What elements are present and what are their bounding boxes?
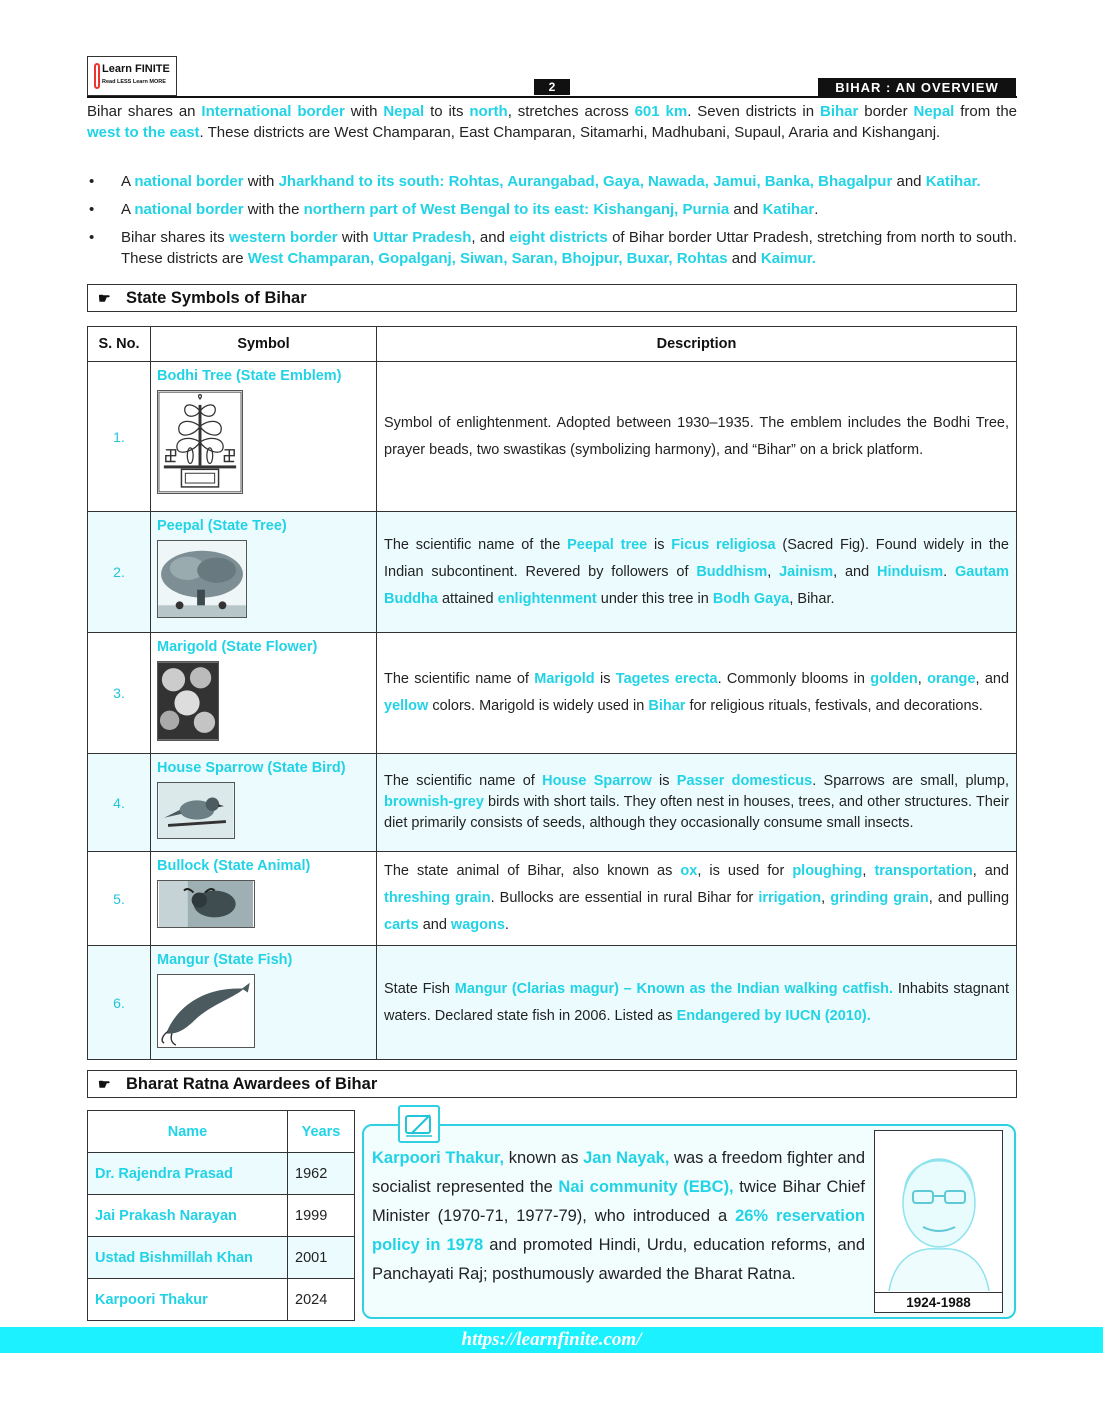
table-row xyxy=(88,1195,355,1237)
header-rule xyxy=(87,96,1017,98)
portrait-sketch-image xyxy=(875,1131,1002,1291)
table-header-row xyxy=(88,327,1017,362)
page-number: 2 xyxy=(534,79,570,95)
table-row xyxy=(88,1279,355,1321)
note-pen-icon xyxy=(398,1105,440,1143)
state-symbols-table xyxy=(87,326,1017,1060)
awardee-name: Ustad Bishmillah Khan xyxy=(88,1237,288,1279)
brand-logo xyxy=(87,56,177,96)
state-symbols-heading: ☛ State Symbols of Bihar xyxy=(87,284,1017,312)
table-row xyxy=(88,362,1017,512)
awardee-name: Dr. Rajendra Prasad xyxy=(88,1153,288,1195)
awardee-name: Jai Prakash Narayan xyxy=(88,1195,288,1237)
symbol-name: Bullock (State Animal) xyxy=(157,858,311,874)
awardee-year: 1999 xyxy=(288,1195,355,1237)
logo-title: Learn FINITE xyxy=(102,63,170,75)
bullet-uttar-pradesh: • Bihar shares its western border with Uttar Pradesh, and eight districts of Bihar border Uttar Pradesh, stretching from north to south. These districts are West Champaran, Gopalganj, Siwan, Saran, Bhojpur, Buxar, Rohtas and Kaimur. xyxy=(87,227,1017,269)
symbol-name: Marigold (State Flower) xyxy=(157,639,318,655)
intro-paragraph: Bihar shares an International border with Nepal to its north, stretches across 601 km. Seven districts in Bihar border Nepal from the west to the east. These districts are West Champaran, East Champaran, Sitamarhi, Madhubani, Supaul, Araria and Kishanganj. xyxy=(87,103,1018,141)
logo-mark-icon xyxy=(94,63,100,89)
awardees-header-row xyxy=(88,1111,355,1153)
description-cell: Symbol of enlightenment. Adopted between 1930–1935. The emblem includes the Bodhi Tree, prayer beads, two swastikas (symbolizing harmony), and “Bihar” on a brick platform. xyxy=(377,362,1017,512)
karpoori-portrait xyxy=(874,1130,1003,1313)
row-number: 4. xyxy=(88,754,151,852)
row-number: 2. xyxy=(88,512,151,633)
description-cell: The scientific name of Marigold is Tagetes erecta. Commonly blooms in golden, orange, and yellow colors. Marigold is widely used in Bihar for religious rituals, festivals, and decorations. xyxy=(377,633,1017,754)
bullet-west-bengal: • A national border with the northern part of West Bengal to its east: Kishanganj, Purnia and Katihar. xyxy=(87,199,1017,220)
house-sparrow-image xyxy=(157,782,235,839)
row-number: 3. xyxy=(88,633,151,754)
table-row xyxy=(88,946,1017,1060)
bharat-ratna-heading: ☛ Bharat Ratna Awardees of Bihar xyxy=(87,1070,1017,1098)
section-title-tag: BIHAR : AN OVERVIEW xyxy=(818,78,1016,97)
awardee-year: 1962 xyxy=(288,1153,355,1195)
table-row xyxy=(88,633,1017,754)
table-row xyxy=(88,1237,355,1279)
life-years-label: 1924-1988 xyxy=(875,1292,1002,1312)
bodhi-emblem-image xyxy=(157,390,243,494)
row-number: 5. xyxy=(88,852,151,946)
symbol-name: House Sparrow (State Bird) xyxy=(157,760,346,776)
description-cell: The scientific name of House Sparrow is Passer domesticus. Sparrows are small, plump, brownish-grey birds with short tails. They often nest in houses, trees, and other structures. Their diet primarily consists of seeds, although they occasionally consume small insects. xyxy=(377,754,1017,852)
pointing-hand-icon: ☛ xyxy=(98,290,111,306)
pointing-hand-icon: ☛ xyxy=(98,1076,111,1092)
description-cell: The state animal of Bihar, also known as ox, is used for ploughing, transportation, and threshing grain. Bullocks are essential in rural Bihar for irrigation, grinding grain, and pulling carts and wagons. xyxy=(377,852,1017,946)
table-row xyxy=(88,754,1017,852)
description-cell: The scientific name of the Peepal tree is Ficus religiosa (Sacred Fig). Found widely in the Indian subcontinent. Revered by followers of Buddhism, Jainism, and Hinduism. Gautam Buddha attained enlightenment under this tree in Bodh Gaya, Bihar. xyxy=(377,512,1017,633)
symbol-cell xyxy=(151,512,377,633)
col-name: Name xyxy=(88,1111,288,1153)
row-number: 1. xyxy=(88,362,151,512)
mangur-fish-image xyxy=(157,974,255,1048)
row-number: 6. xyxy=(88,946,151,1060)
symbol-name: Mangur (State Fish) xyxy=(157,952,293,968)
border-bullets xyxy=(87,171,1017,276)
symbol-cell xyxy=(151,946,377,1060)
footer-link[interactable]: https://learnfinite.com/ xyxy=(461,1329,642,1350)
col-sno: S. No. xyxy=(88,327,151,362)
col-description: Description xyxy=(377,327,1017,362)
symbol-cell xyxy=(151,852,377,946)
bullet-jharkhand: • A national border with Jharkhand to its south: Rohtas, Aurangabad, Gaya, Nawada, Jamui, Banka, Bhagalpur and Katihar. xyxy=(87,171,1017,192)
peepal-tree-image xyxy=(157,540,247,618)
symbol-name: Peepal (State Tree) xyxy=(157,518,287,534)
marigold-image xyxy=(157,661,219,741)
symbol-cell xyxy=(151,362,377,512)
symbol-name: Bodhi Tree (State Emblem) xyxy=(157,368,342,384)
col-symbol: Symbol xyxy=(151,327,377,362)
logo-tagline: Read LESS Learn MORE xyxy=(102,79,166,85)
description-cell: State Fish Mangur (Clarias magur) – Known as the Indian walking catfish. Inhabits stagnant waters. Declared state fish in 2006. Listed as Endangered by IUCN (2010). xyxy=(377,946,1017,1060)
footer-url-bar xyxy=(0,1327,1103,1353)
awardee-year: 2024 xyxy=(288,1279,355,1321)
table-row xyxy=(88,1153,355,1195)
awardees-table xyxy=(87,1110,355,1321)
table-row xyxy=(88,852,1017,946)
awardee-year: 2001 xyxy=(288,1237,355,1279)
bullock-image xyxy=(157,880,255,928)
symbol-cell xyxy=(151,754,377,852)
symbol-cell xyxy=(151,633,377,754)
karpoori-description: Karpoori Thakur, known as Jan Nayak, was a freedom fighter and socialist represented the Nai community (EBC), twice Bihar Chief Minister (1970-71, 1977-79), who introduced a 26% reservation policy in 1978 and promoted Hindi, Urdu, education reforms, and Panchayati Raj; posthumously awarded the Bharat Ratna. xyxy=(372,1149,866,1283)
awardee-name: Karpoori Thakur xyxy=(88,1279,288,1321)
col-years: Years xyxy=(288,1111,355,1153)
table-row xyxy=(88,512,1017,633)
